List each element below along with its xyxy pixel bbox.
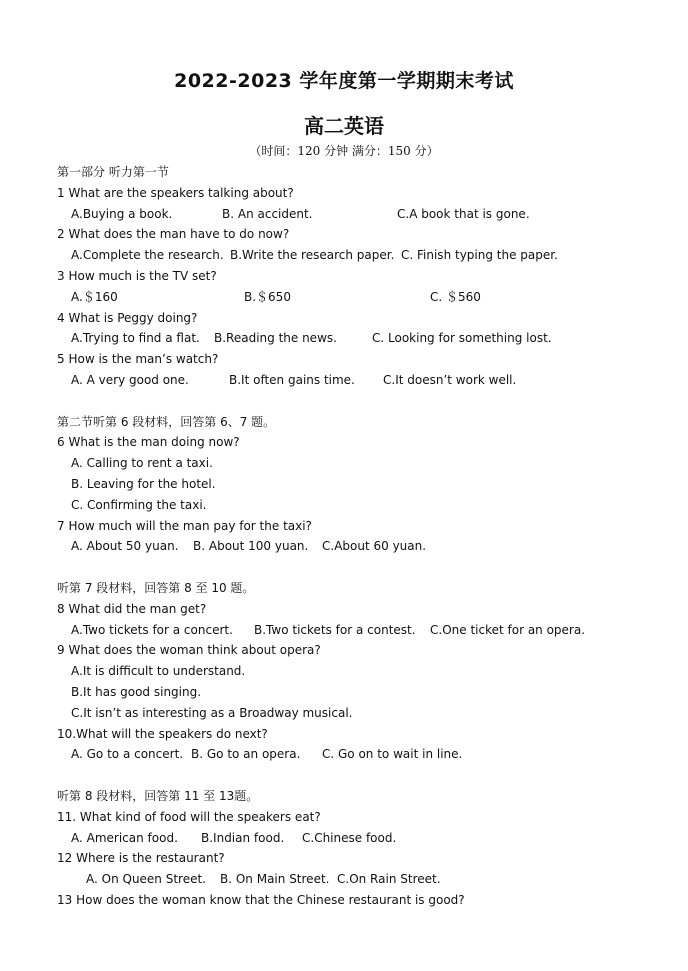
q2-option-c: C. Finish typing the paper. — [401, 248, 558, 262]
q1-option-a: A.Buying a book. — [71, 207, 173, 221]
question-3: 3 How much is the TV set? — [57, 269, 217, 283]
question-7: 7 How much will the man pay for the taxi? — [57, 519, 312, 533]
question-9: 9 What does the woman think about opera? — [57, 643, 321, 657]
q9-option-a: A.It is difficult to understand. — [71, 664, 246, 678]
q6-option-b: B. Leaving for the hotel. — [71, 477, 216, 491]
q3-option-b: B.＄650 — [244, 290, 291, 304]
q11-option-a: A. American food. — [71, 831, 178, 845]
q6-option-c: C. Confirming the taxi. — [71, 498, 207, 512]
q7-option-c: C.About 60 yuan. — [322, 539, 427, 553]
q6-option-a: A. Calling to rent a taxi. — [71, 456, 213, 470]
q5-option-c: C.It doesn’t work well. — [383, 373, 517, 387]
q1-option-b: B. An accident. — [222, 207, 313, 221]
q2-option-b: B.Write the research paper. — [230, 248, 395, 262]
q12-option-a: A. On Queen Street. — [86, 872, 207, 886]
exam-time-score: （时间：120 分钟 满分：150 分） — [249, 144, 439, 158]
question-12: 12 Where is the restaurant? — [57, 851, 225, 865]
q7-option-b: B. About 100 yuan. — [193, 539, 309, 553]
question-1: 1 What are the speakers talking about? — [57, 186, 294, 200]
q4-option-c: C. Looking for something lost. — [372, 331, 552, 345]
q4-option-a: A.Trying to find a flat. — [71, 331, 200, 345]
q8-option-c: C.One ticket for an opera. — [430, 623, 586, 637]
q12-option-c: C.On Rain Street. — [337, 872, 441, 886]
q3-option-c: C. ＄560 — [430, 290, 481, 304]
question-2: 2 What does the man have to do now? — [57, 227, 290, 241]
q11-option-b: B.Indian food. — [201, 831, 285, 845]
q7-option-a: A. About 50 yuan. — [71, 539, 179, 553]
exam-subject: 高二英语 — [304, 114, 384, 138]
q11-option-c: C.Chinese food. — [302, 831, 397, 845]
q3-option-a: A.＄160 — [71, 290, 118, 304]
q5-option-b: B.It often gains time. — [229, 373, 355, 387]
question-5: 5 How is the man’s watch? — [57, 352, 219, 366]
question-8: 8 What did the man get? — [57, 602, 207, 616]
q4-option-b: B.Reading the news. — [214, 331, 337, 345]
section-heading-2: 第二节听第 6 段材料，回答第 6、7 题。 — [57, 415, 276, 429]
section-heading-4: 听第 8 段材料，回答第 11 至 13题。 — [57, 789, 259, 803]
q8-option-b: B.Two tickets for a contest. — [254, 623, 416, 637]
q10-option-c: C. Go on to wait in line. — [322, 747, 463, 761]
q2-option-a: A.Complete the research. — [71, 248, 224, 262]
q5-option-a: A. A very good one. — [71, 373, 189, 387]
question-11: 11. What kind of food will the speakers eat? — [57, 810, 321, 824]
q1-option-c: C.A book that is gone. — [397, 207, 530, 221]
question-6: 6 What is the man doing now? — [57, 435, 240, 449]
q12-option-b: B. On Main Street. — [220, 872, 330, 886]
exam-title: 2022-2023 学年度第一学期期末考试 — [174, 70, 514, 92]
q9-option-c: C.It isn’t as interesting as a Broadway musical. — [71, 706, 353, 720]
q8-option-a: A.Two tickets for a concert. — [71, 623, 233, 637]
question-10: 10.What will the speakers do next? — [57, 727, 268, 741]
section-heading-1: 第一部分 听力第一节 — [57, 165, 169, 179]
q10-option-b: B. Go to an opera. — [191, 747, 301, 761]
question-4: 4 What is Peggy doing? — [57, 311, 198, 325]
section-heading-3: 听第 7 段材料，回答第 8 至 10 题。 — [57, 581, 255, 595]
question-13: 13 How does the woman know that the Chinese restaurant is good? — [57, 893, 465, 907]
q9-option-b: B.It has good singing. — [71, 685, 202, 699]
q10-option-a: A. Go to a concert. — [71, 747, 184, 761]
